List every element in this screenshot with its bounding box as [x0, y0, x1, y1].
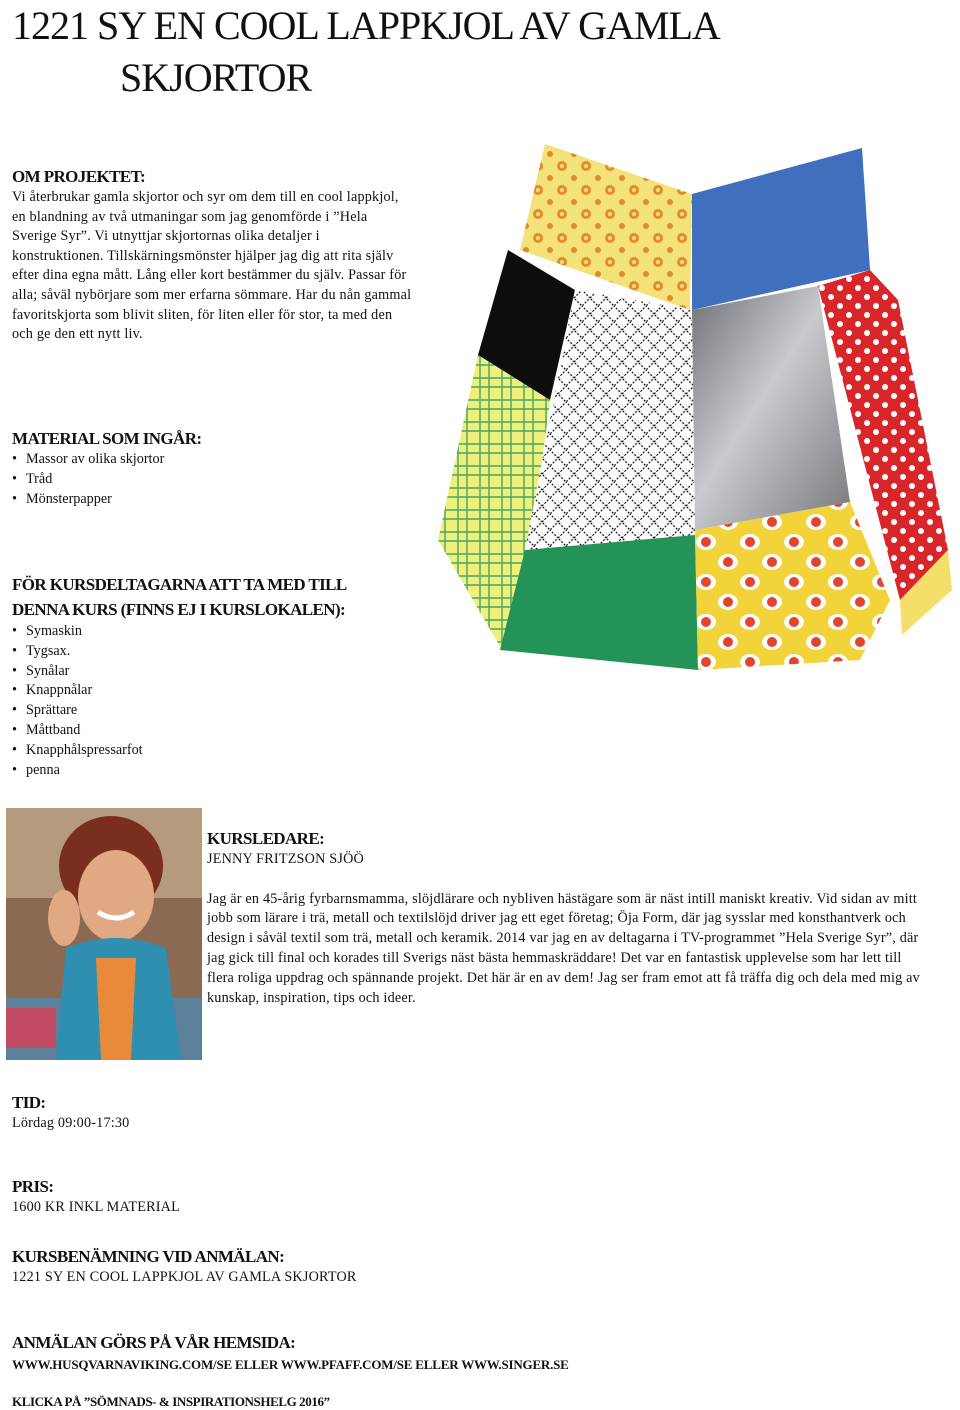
course-name-section: [12, 1246, 357, 1288]
about-section: [12, 166, 412, 345]
materials-section: [12, 428, 432, 509]
instructor-photo: [6, 808, 202, 1060]
list-item: • Tygsax.: [12, 642, 442, 662]
time-section: [12, 1092, 129, 1134]
bring-heading-line-2: DENNA KURS (FINNS EJ I KURSLOKALEN):: [12, 600, 346, 619]
signup-urls: WWW.HUSQVARNAVIKING.COM/SE ELLER WWW.PFAFF.COM/SE ELLER WWW.SINGER.SE: [12, 1357, 569, 1372]
title-line-1: 1221 SY EN COOL LAPPKJOL AV GAMLA: [12, 3, 720, 48]
list-item: • Massor av olika skjortor: [12, 450, 432, 470]
instructor-section: [207, 828, 922, 1008]
list-item: • Tråd: [12, 470, 432, 490]
click-instruction: KLICKA PÅ ”SÖMNADS- & INSPIRATIONSHELG 2016”: [12, 1394, 330, 1409]
instructor-name: JENNY FRITZSON SJÖÖ: [207, 851, 364, 867]
course-name-value: 1221 SY EN COOL LAPPKJOL AV GAMLA SKJORTOR: [12, 1269, 357, 1285]
list-item: • Synålar: [12, 662, 442, 682]
price-section: [12, 1176, 180, 1218]
bring-list: [12, 622, 442, 780]
about-heading: OM PROJEKTET:: [12, 167, 146, 186]
page-title: [12, 0, 912, 104]
time-value: Lördag 09:00-17:30: [12, 1115, 130, 1131]
materials-heading: MATERIAL SOM INGÅR:: [12, 429, 202, 448]
price-heading: PRIS:: [12, 1177, 54, 1196]
title-line-2: SKJORTOR: [120, 55, 312, 100]
list-item: • penna: [12, 761, 442, 781]
about-text: Vi återbrukar gamla skjortor och syr om dem till en cool lappkjol, en blandning av två utmaningar som jag genomförde i ”Hela Sverige Syr”. Vi utnyttjar skjortornas olika detaljer i konstruktionen. Tillskärningsmönster hjälper jag dig att rita själv efter dina egna mått. Lång eller kort bestämmer du själv. Passar för alla; såväl nybörjare som mer erfarna sömmare. Har du nån gammal favoritskjorta som blivit sliten, för liten eller för stor, ta med den och ge den ett nytt liv.: [12, 189, 412, 343]
instructor-heading: KURSLEDARE:: [207, 829, 325, 848]
time-heading: TID:: [12, 1093, 46, 1112]
list-item: • Måttband: [12, 721, 442, 741]
list-item: • Mönsterpapper: [12, 490, 432, 510]
bring-section: [12, 572, 442, 780]
list-item: • Knapphålspressarfot: [12, 741, 442, 761]
materials-list: [12, 450, 432, 509]
course-name-heading: KURSBENÄMNING VID ANMÄLAN:: [12, 1247, 285, 1266]
price-value: 1600 KR INKL MATERIAL: [12, 1199, 180, 1215]
signup-section: [12, 1332, 569, 1373]
signup-heading: ANMÄLAN GÖRS PÅ VÅR HEMSIDA:: [12, 1333, 296, 1352]
list-item: • Sprättare: [12, 701, 442, 721]
list-item: • Symaskin: [12, 622, 442, 642]
list-item: • Knappnålar: [12, 681, 442, 701]
instructor-bio: Jag är en 45-årig fyrbarnsmamma, slöjdlärare och nybliven hästägare som är näst intill maniskt kreativ. Vid sidan av mitt jobb som lärare i trä, metall och textilslöjd driver jag ett eget företag; Öja Form, där jag sysslar med konsthantverk och design i såväl textil som trä, metall och keramik. 2014 var jag en av deltagarna i TV-programmet ”Hela Sverige Syr”, där jag gick till final och korades till Sverigs näst bästa hemmaskräddare! Det var en fantastisk upplevelse som har lett till flera roliga uppdrag och spännande projekt. Det här är en av dem! Jag ser fram emot att få träffa dig och dela med mig av kunskap, inspiration, tips och ideer.: [207, 890, 920, 1006]
patchwork-skirt-image: [430, 130, 960, 690]
bring-heading-line-1: FÖR KURSDELTAGARNA ATT TA MED TILL: [12, 575, 347, 594]
